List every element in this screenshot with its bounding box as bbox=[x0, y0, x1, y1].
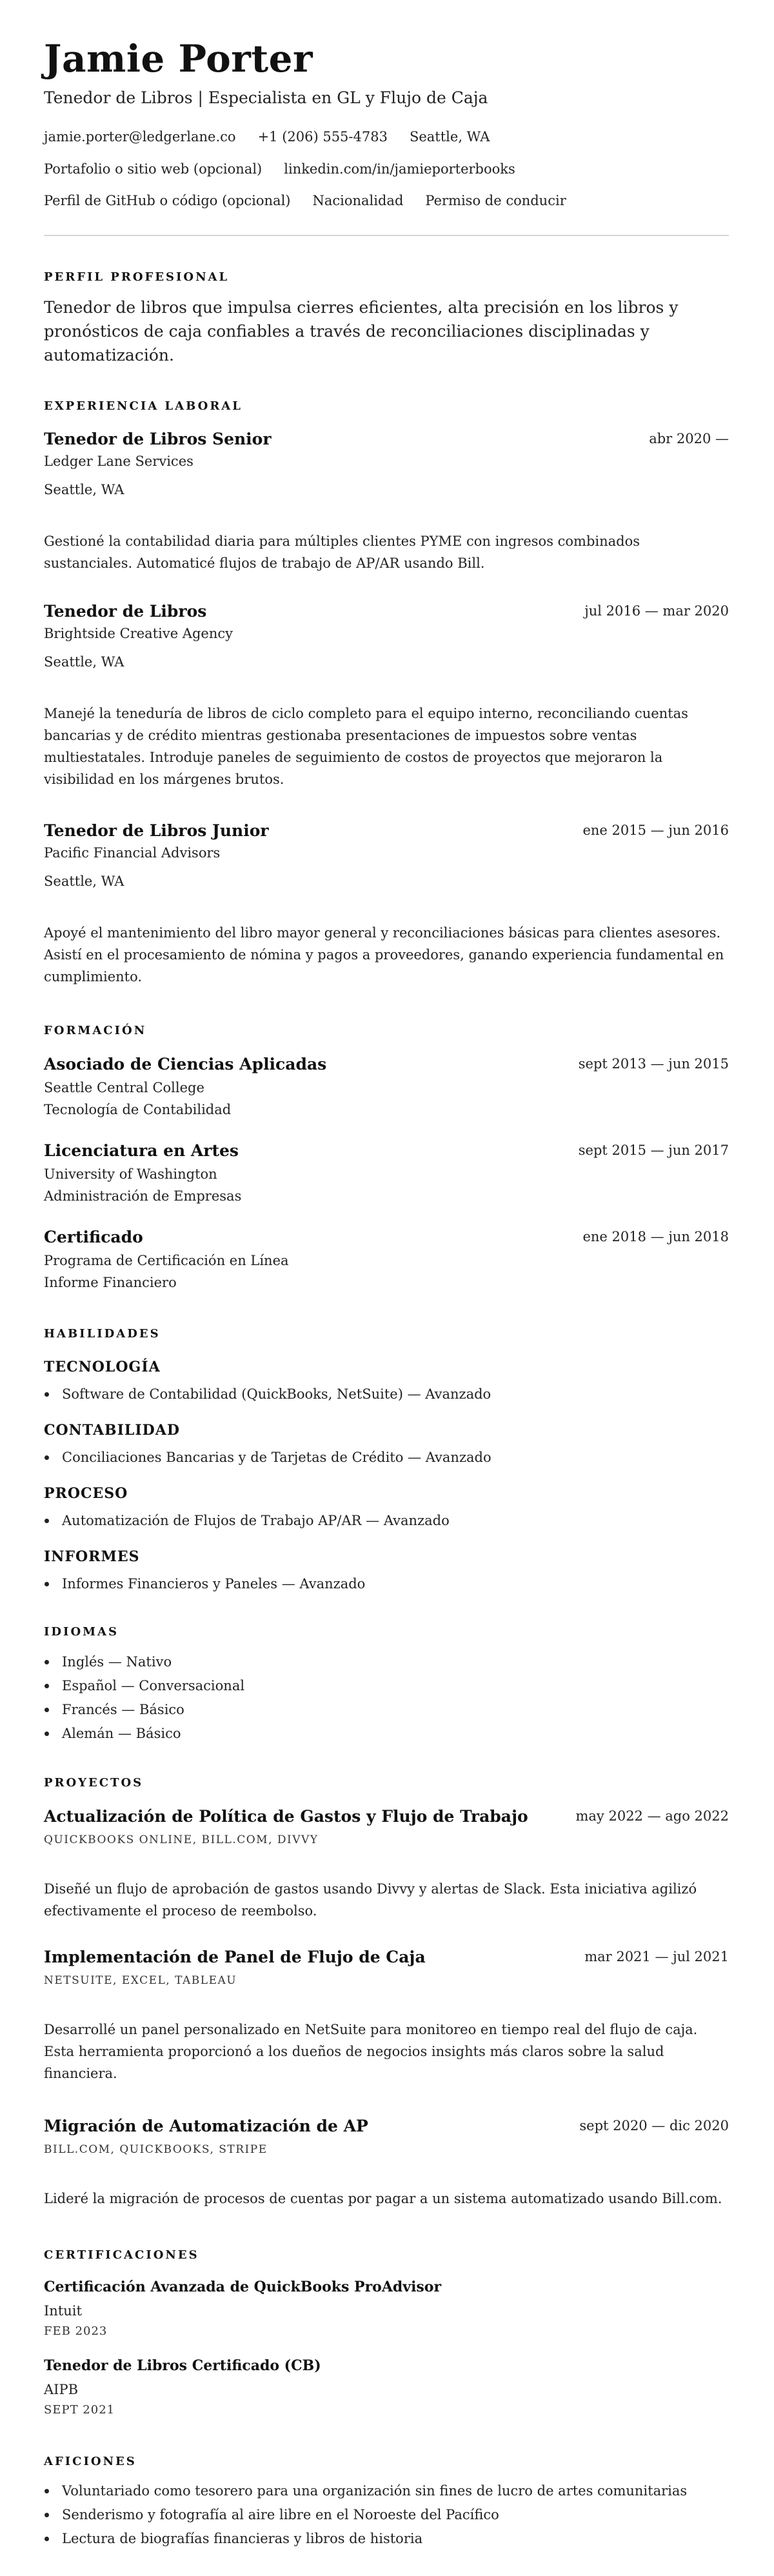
job-dates: abr 2020 — bbox=[649, 431, 729, 446]
experience-heading: EXPERIENCIA LABORAL bbox=[44, 399, 243, 413]
skill-group-title: CONTABILIDAD bbox=[44, 1422, 180, 1439]
job-title: Tenedor de Libros bbox=[44, 602, 207, 621]
job-company: Ledger Lane Services bbox=[44, 454, 194, 469]
job-title: Tenedor de Libros Junior bbox=[44, 821, 269, 840]
education-field: Informe Financiero bbox=[44, 1275, 177, 1290]
headline: Tenedor de Libros | Especialista en GL y Flujo de Caja bbox=[44, 88, 488, 107]
language-item: Francés — Básico bbox=[62, 1700, 184, 1719]
github-link[interactable]: Perfil de GitHub o código (opcional) bbox=[44, 193, 291, 208]
project-tech: NETSUITE, EXCEL, TABLEAU bbox=[44, 1974, 237, 1987]
certification-date: SEPT 2021 bbox=[44, 2403, 115, 2417]
hobby-item: Senderismo y fotografía al aire libre en el Noroeste del Pacífico bbox=[62, 2505, 499, 2524]
job-title: Tenedor de Libros Senior bbox=[44, 430, 272, 448]
education-field: Tecnología de Contabilidad bbox=[44, 1102, 232, 1117]
project-tech: BILL.COM, QUICKBOOKS, STRIPE bbox=[44, 2143, 268, 2156]
summary-heading: PERFIL PROFESIONAL bbox=[44, 270, 230, 284]
job-dates: ene 2015 — jun 2016 bbox=[582, 823, 729, 838]
skill-item: Informes Financieros y Paneles — Avanzado bbox=[62, 1574, 365, 1593]
skill-item: Software de Contabilidad (QuickBooks, NetSuite) — Avanzado bbox=[62, 1384, 491, 1404]
education-field: Administración de Empresas bbox=[44, 1188, 242, 1204]
job-description: Gestioné la contabilidad diaria para múltiples clientes PYME con ingresos combinados sustanciales. Automaticé flujos de trabajo de AP/AR usando Bill. bbox=[44, 534, 640, 571]
project-title: Actualización de Política de Gastos y Flujo de Trabajo bbox=[44, 1807, 528, 1826]
project-description: Desarrollé un panel personalizado en NetSuite para monitoreo en tiempo real del flujo de caja. Esta herramienta proporcionó a los dueños de negocios insights más claros sobre la salud financiera. bbox=[44, 2022, 698, 2081]
education-heading: FORMACIÓN bbox=[44, 1024, 147, 1037]
contact-row-2 bbox=[44, 160, 537, 178]
nationality: Nacionalidad bbox=[312, 193, 404, 208]
certification-date: FEB 2023 bbox=[44, 2324, 108, 2338]
job-description: Apoyé el mantenimiento del libro mayor general y reconciliaciones básicas para clientes asesores. Asistí en el procesamiento de nómina y pagos a proveedores, ganando experiencia fundamental en cumplimiento. bbox=[44, 925, 724, 984]
driver-license: Permiso de conducir bbox=[425, 193, 566, 208]
job-location: Seattle, WA bbox=[44, 654, 124, 670]
header-divider bbox=[44, 235, 729, 236]
portfolio-link[interactable]: Portafolio o sitio web (opcional) bbox=[44, 161, 263, 177]
phone[interactable]: +1 (206) 555-4783 bbox=[257, 129, 388, 145]
certification-name: Tenedor de Libros Certificado (CB) bbox=[44, 2357, 321, 2374]
projects-heading: PROYECTOS bbox=[44, 1776, 144, 1790]
certification-name: Certificación Avanzada de QuickBooks ProAdvisor bbox=[44, 2279, 442, 2295]
summary-text: Tenedor de libros que impulsa cierres eficientes, alta precisión en los libros y pronósticos de caja confiables a través de reconciliaciones disciplinadas y automatización. bbox=[44, 298, 679, 364]
job-company: Pacific Financial Advisors bbox=[44, 845, 221, 861]
contact-row-1 bbox=[44, 128, 511, 146]
job-company: Brightside Creative Agency bbox=[44, 626, 233, 641]
skills-heading: HABILIDADES bbox=[44, 1327, 161, 1341]
project-description: Diseñé un flujo de aprobación de gastos usando Divvy y alertas de Slack. Esta iniciativa agilizó efectivamente el proceso de reembolso. bbox=[44, 1881, 697, 1919]
education-degree: Certificado bbox=[44, 1228, 143, 1246]
project-tech: QUICKBOOKS ONLINE, BILL.COM, DIVVY bbox=[44, 1833, 319, 1846]
job-description: Manejé la teneduría de libros de ciclo completo para el equipo interno, reconciliando cuentas bancarias y de crédito mientras gestionaba presentaciones de impuestos sobre ventas multiestatales. Introduje paneles de seguimiento de costos de proyectos que mejoraron la visibilidad en los márgenes brutos. bbox=[44, 706, 688, 787]
job-dates: jul 2016 — mar 2020 bbox=[584, 603, 729, 619]
hobby-item: Voluntariado como tesorero para una organización sin fines de lucro de artes comunitarias bbox=[62, 2481, 687, 2501]
contact-row-3 bbox=[44, 192, 588, 210]
skill-group-title: TECNOLOGÍA bbox=[44, 1359, 161, 1375]
education-degree: Asociado de Ciencias Aplicadas bbox=[44, 1055, 327, 1073]
project-description: Lideré la migración de procesos de cuentas por pagar a un sistema automatizado usando Bill.com. bbox=[44, 2191, 722, 2206]
language-item: Español — Conversacional bbox=[62, 1676, 244, 1695]
certification-issuer: Intuit bbox=[44, 2303, 82, 2319]
hobbies-heading: AFICIONES bbox=[44, 2455, 137, 2468]
location: Seattle, WA bbox=[409, 129, 490, 145]
project-title: Migración de Automatización de AP bbox=[44, 2117, 368, 2135]
education-dates: sept 2013 — jun 2015 bbox=[578, 1056, 729, 1072]
job-location: Seattle, WA bbox=[44, 874, 124, 889]
skill-item: Automatización de Flujos de Trabajo AP/AR — Avanzado bbox=[62, 1511, 450, 1530]
email[interactable]: jamie.porter@ledgerlane.co bbox=[44, 129, 236, 145]
language-item: Inglés — Nativo bbox=[62, 1652, 172, 1672]
education-school: University of Washington bbox=[44, 1166, 217, 1182]
education-degree: Licenciatura en Artes bbox=[44, 1141, 239, 1160]
project-dates: sept 2020 — dic 2020 bbox=[579, 2118, 729, 2133]
language-item: Alemán — Básico bbox=[62, 1724, 181, 1743]
education-school: Programa de Certificación en Línea bbox=[44, 1253, 289, 1268]
education-school: Seattle Central College bbox=[44, 1080, 204, 1095]
education-dates: sept 2015 — jun 2017 bbox=[578, 1143, 729, 1158]
skill-group-title: PROCESO bbox=[44, 1485, 128, 1502]
certifications-heading: CERTIFICACIONES bbox=[44, 2248, 199, 2262]
candidate-name: Jamie Porter bbox=[44, 37, 313, 81]
job-location: Seattle, WA bbox=[44, 482, 124, 497]
project-title: Implementación de Panel de Flujo de Caja bbox=[44, 1948, 426, 1966]
project-dates: mar 2021 — jul 2021 bbox=[584, 1949, 729, 1964]
skill-group-title: INFORMES bbox=[44, 1548, 140, 1565]
languages-heading: IDIOMAS bbox=[44, 1625, 119, 1639]
education-dates: ene 2018 — jun 2018 bbox=[582, 1229, 729, 1244]
project-dates: may 2022 — ago 2022 bbox=[575, 1808, 729, 1824]
linkedin-link[interactable]: linkedin.com/in/jamieporterbooks bbox=[284, 161, 515, 177]
certification-issuer: AIPB bbox=[44, 2382, 79, 2397]
skill-item: Conciliaciones Bancarias y de Tarjetas de Crédito — Avanzado bbox=[62, 1448, 491, 1467]
hobby-item: Lectura de biografías financieras y libros de historia bbox=[62, 2529, 422, 2548]
